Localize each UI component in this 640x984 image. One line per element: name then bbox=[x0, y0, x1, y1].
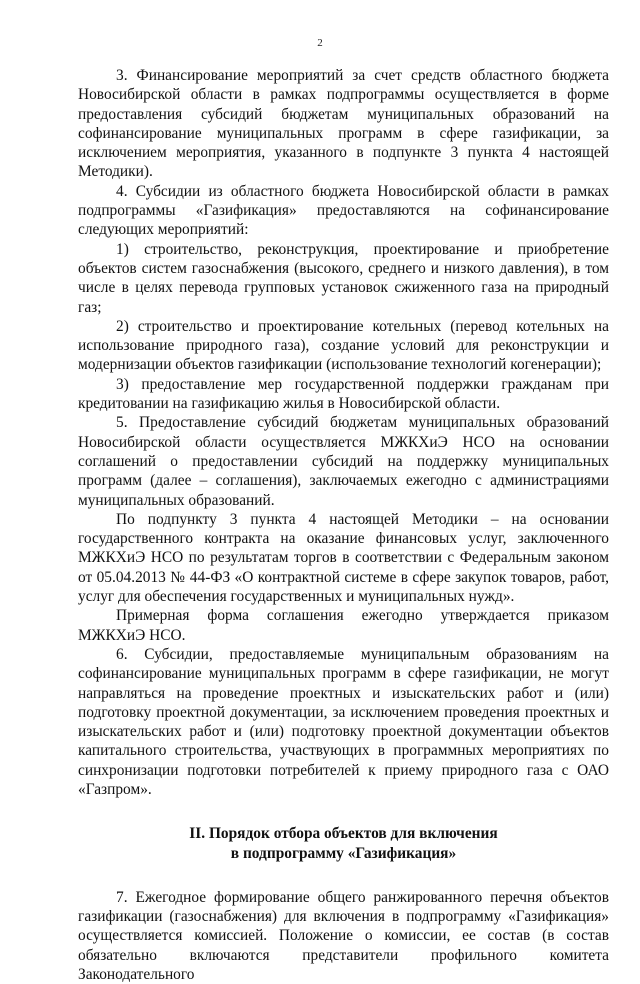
paragraph-5-provision: 5. Предоставление субсидий бюджетам муниципальных образований Новосибирской области осуществляется МЖКХиЭ НСО на основании соглашений о предоставлении субсидий на поддержку муниципальных программ (далее – соглашения), заключаемых ежегодно с администрациями муниципальных образований. bbox=[78, 414, 609, 509]
section-heading-line-1: II. Порядок отбора объектов для включения bbox=[189, 825, 498, 843]
list-item-1: 1) строительство, реконструкция, проектирование и приобретение объектов систем газоснабжения (высокого, среднего и низкого давления), в том числе в целях перевода групповых установок сжиженного газа на природный газ; bbox=[78, 240, 609, 316]
paragraph-agreement-form: Примерная форма соглашения ежегодно утверждается приказом МЖКХиЭ НСО. bbox=[78, 607, 609, 644]
section-heading-line-2: в подпрограмму «Газификация» bbox=[230, 844, 457, 862]
page-number: 2 bbox=[317, 37, 323, 49]
list-item-2: 2) строительство и проектирование котельных (перевод котельных на использование природного газа), создание условий для реконструкции и модернизации объектов газификации (использование технологий когенерации); bbox=[78, 317, 609, 374]
paragraph-3-financing: 3. Финансирование мероприятий за счет средств областного бюджета Новосибирской области в рамках подпрограммы осуществляется в форме предоставления субсидий бюджетам муниципальных образований на софинансирование муниципальных программ в сфере газификации, за исключением мероприятия, указанного в подпункте 3 пункта 4 настоящей Методики). bbox=[78, 67, 609, 181]
list-item-3: 3) предоставление мер государственной поддержки гражданам при кредитовании на газификацию жилья в Новосибирской области. bbox=[78, 375, 609, 413]
paragraph-6-restrictions: 6. Субсидии, предоставляемые муниципальным образованиям на софинансирование муниципальных программ в сфере газификации, не могут направляться на проведение проектных и изыскательских работ и (или) подготовку проектной документации, за исключением проведения проектных и изыскательских работ и (или) подготовку проектной документации объектов капитального строительства, участвующих в программных мероприятиях по синхронизации подготовки потребителей к приему природного газа с ОАО «Газпром». bbox=[78, 645, 609, 798]
section-heading bbox=[78, 824, 609, 863]
paragraph-7-ranking: 7. Ежегодное формирование общего ранжированного перечня объектов газификации (газоснабжения) для включения в подпрограмму «Газификация» осуществляется комиссией. Положение о комиссии, ее состав (в состав обязательно включаются представители профильного комитета Законодательного bbox=[78, 888, 609, 984]
document-body bbox=[78, 66, 609, 984]
paragraph-4-subsidies: 4. Субсидии из областного бюджета Новосибирской области в рамках подпрограммы «Газификация» предоставляются на софинансирование следующих мероприятий: bbox=[78, 182, 609, 239]
paragraph-subpoint-3: По подпункту 3 пункта 4 настоящей Методики – на основании государственного контракта на оказание финансовых услуг, заключенного МЖКХиЭ НСО по результатам торгов в соответствии с Федеральным законом от 05.04.2013 № 44-ФЗ «О контрактной системе в сфере закупок товаров, работ, услуг для обеспечения государственных и муниципальных нужд». bbox=[78, 510, 609, 606]
